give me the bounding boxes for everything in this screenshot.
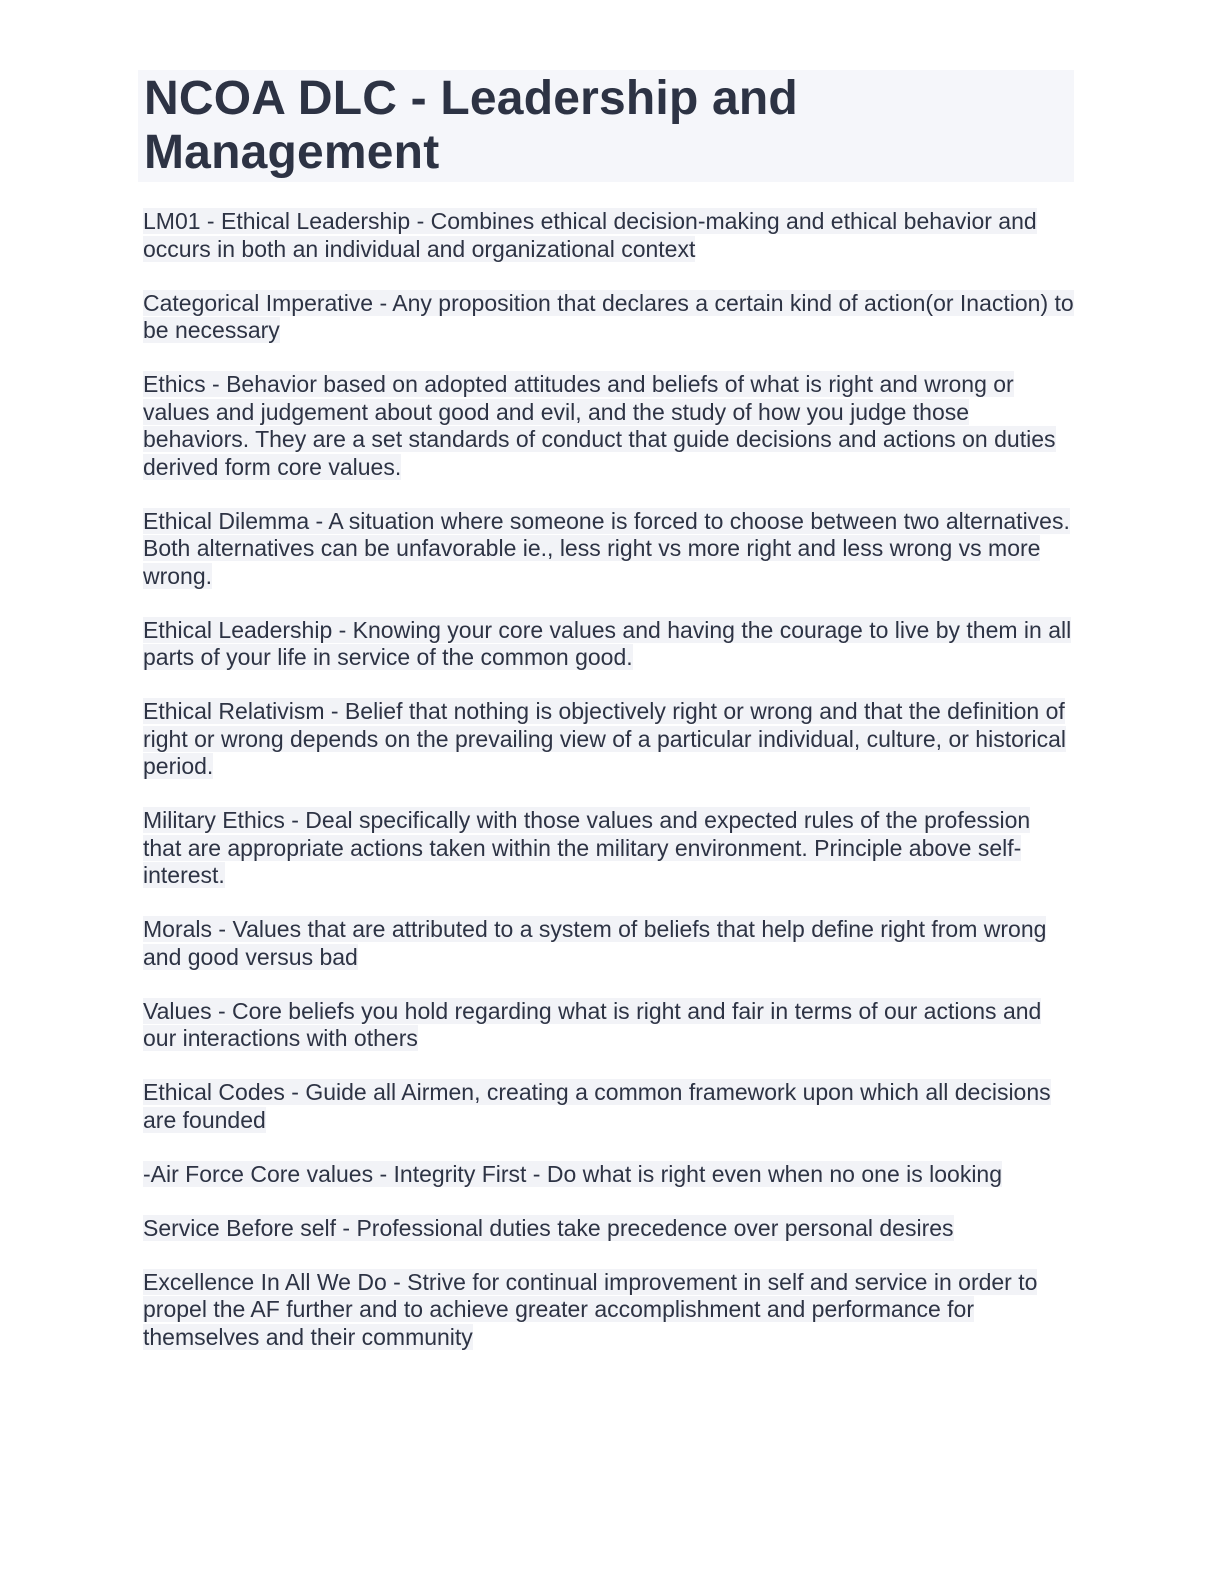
page-title: NCOA DLC - Leadership and Management bbox=[144, 72, 798, 179]
entry-text: -Air Force Core values - Integrity First - Do what is right even when no one is looking bbox=[143, 1160, 1003, 1187]
entry-categorical-imperative bbox=[138, 290, 1074, 345]
entry-ethical-leadership bbox=[138, 617, 1074, 672]
entry-service-before-self bbox=[138, 1215, 1074, 1243]
title-block bbox=[138, 70, 1074, 182]
entry-text: Service Before self - Professional duties take precedence over personal desires bbox=[143, 1214, 954, 1241]
entry-ethical-relativism bbox=[138, 698, 1074, 781]
entry-text: Ethical Codes - Guide all Airmen, creating a common framework upon which all decisions are founded bbox=[143, 1079, 1051, 1133]
entry-text: Values - Core beliefs you hold regarding what is right and fair in terms of our actions and our interactions with others bbox=[143, 997, 1042, 1051]
entry-ethics bbox=[138, 371, 1074, 481]
entry-text: Ethical Relativism - Belief that nothing is objectively right or wrong and that the definition of right or wrong depends on the prevailing view of a particular individual, culture, or historical period. bbox=[143, 698, 1067, 779]
entry-text: Ethical Dilemma - A situation where someone is forced to choose between two alternatives. Both alternatives can be unfavorable ie., less right vs more right and less wrong vs more wrong. bbox=[143, 507, 1070, 589]
entry-text: Morals - Values that are attributed to a system of beliefs that help define right from wrong and good versus bad bbox=[143, 916, 1047, 970]
entry-integrity-first bbox=[138, 1161, 1074, 1189]
entry-text: Excellence In All We Do - Strive for continual improvement in self and service in order to propel the AF further and to achieve greater accomplishment and performance for themselves and their community bbox=[143, 1268, 1038, 1350]
entry-excellence bbox=[138, 1269, 1074, 1352]
document-page bbox=[138, 70, 1074, 1378]
entry-ethical-codes bbox=[138, 1079, 1074, 1134]
entry-ethical-dilemma bbox=[138, 508, 1074, 591]
entry-list bbox=[138, 208, 1074, 1351]
entry-text: Ethical Leadership - Knowing your core values and having the courage to live by them in all parts of your life in service of the common good. bbox=[143, 616, 1072, 670]
entry-military-ethics bbox=[138, 807, 1074, 890]
entry-text: Ethics - Behavior based on adopted attitudes and beliefs of what is right and wrong or values and judgement about good and evil, and the study of how you judge those behaviors. They are a set standards of conduct that guide decisions and actions on duties derived form core values. bbox=[143, 371, 1056, 480]
entry-ethical-leadership-lm01 bbox=[138, 208, 1074, 263]
entry-text: LM01 - Ethical Leadership - Combines ethical decision-making and ethical behavior and occurs in both an individual and organizational context bbox=[143, 208, 1037, 262]
entry-text: Military Ethics - Deal specifically with those values and expected rules of the profession that are appropriate actions taken within the military environment. Principle above self-interest. bbox=[143, 807, 1031, 888]
entry-morals bbox=[138, 916, 1074, 971]
entry-values bbox=[138, 998, 1074, 1053]
entry-text: Categorical Imperative - Any proposition that declares a certain kind of action(or Inaction) to be necessary bbox=[143, 289, 1074, 343]
